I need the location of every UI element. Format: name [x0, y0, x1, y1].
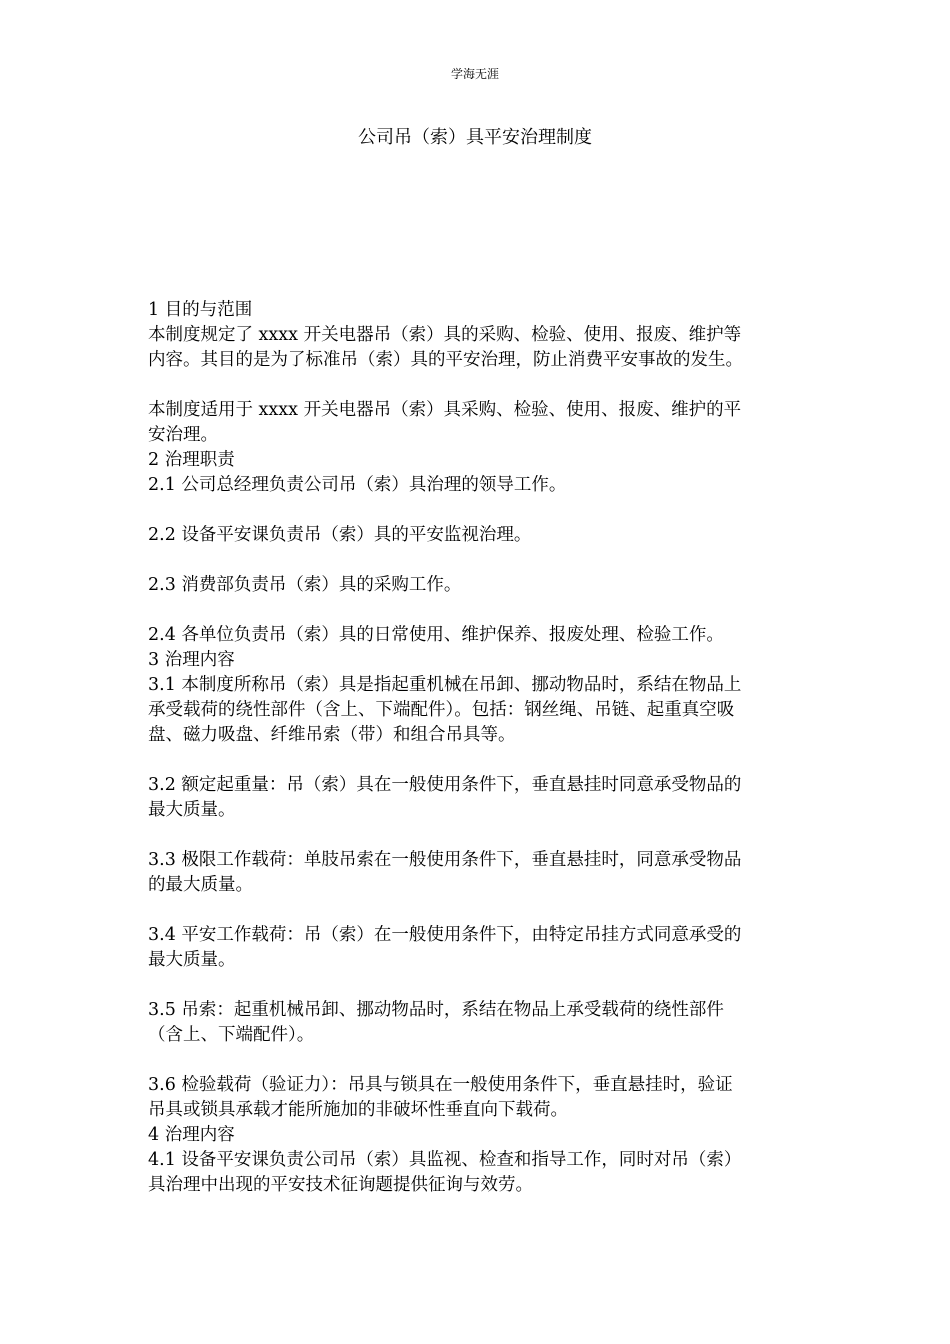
text-line: 本制度规定了 xxxx 开关电器吊（索）具的采购、检验、使用、报废、维护等	[148, 325, 742, 345]
page-header: 学海无涯	[450, 67, 499, 81]
text-line: 安治理。	[148, 425, 218, 445]
text-line: 3.5 吊索：起重机械吊卸、挪动物品时，系结在物品上承受载荷的绕性部件	[148, 1000, 724, 1020]
blank-line	[148, 373, 808, 398]
text-line: 内容。其目的是为了标准吊（索）具的平安治理，防止消费平安事故的发生。	[148, 350, 743, 370]
text-line: 3.6 检验载荷（验证力）：吊具与锁具在一般使用条件下，垂直悬挂时，验证	[148, 1075, 733, 1095]
text-line: 承受载荷的绕性部件（含上、下端配件）。包括：钢丝绳、吊链、起重真空吸	[148, 700, 735, 720]
blank-line	[148, 548, 808, 573]
text-line: （含上、下端配件）。	[148, 1025, 315, 1045]
blank-line	[148, 973, 808, 998]
blank-line	[148, 498, 808, 523]
text-line: 2.3 消费部负责吊（索）具的采购工作。	[148, 575, 462, 595]
text-line: 最大质量。	[148, 950, 236, 970]
text-line: 1 目的与范围	[148, 300, 253, 320]
text-line: 4 治理内容	[148, 1125, 235, 1145]
blank-line	[148, 748, 808, 773]
text-line: 2 治理职责	[148, 450, 235, 470]
document-title: 公司吊（索）具平安治理制度	[358, 127, 592, 148]
text-line: 2.1 公司总经理负责公司吊（索）具治理的领导工作。	[148, 475, 567, 495]
blank-line	[148, 898, 808, 923]
blank-line	[148, 1048, 808, 1073]
text-line: 盘、磁力吸盘、纤维吊索（带）和组合吊具等。	[148, 725, 516, 745]
text-line: 吊具或锁具承载才能所施加的非破坏性垂直向下载荷。	[148, 1100, 568, 1120]
text-line: 3.3 极限工作载荷：单肢吊索在一般使用条件下，垂直悬挂时，同意承受物品	[148, 850, 742, 870]
text-line: 本制度适用于 xxxx 开关电器吊（索）具采购、检验、使用、报废、维护的平	[148, 400, 742, 420]
text-line: 的最大质量。	[148, 875, 253, 895]
document-body	[148, 298, 808, 1198]
text-line: 4.1 设备平安课负责公司吊（索）具监视、检查和指导工作，同时对吊（索）	[148, 1150, 742, 1170]
blank-line	[148, 823, 808, 848]
blank-line	[148, 598, 808, 623]
text-line: 3.2 额定起重量：吊（索）具在一般使用条件下，垂直悬挂时同意承受物品的	[148, 775, 742, 795]
text-line: 2.2 设备平安课负责吊（索）具的平安监视治理。	[148, 525, 532, 545]
text-line: 3.1 本制度所称吊（索）具是指起重机械在吊卸、挪动物品时，系结在物品上	[148, 675, 742, 695]
text-line: 3.4 平安工作载荷：吊（索）在一般使用条件下，由特定吊挂方式同意承受的	[148, 925, 742, 945]
text-line: 2.4 各单位负责吊（索）具的日常使用、维护保养、报废处理、检验工作。	[148, 625, 724, 645]
text-line: 最大质量。	[148, 800, 236, 820]
text-line: 具治理中出现的平安技术征询题提供征询与效劳。	[148, 1175, 533, 1195]
text-line: 3 治理内容	[148, 650, 235, 670]
